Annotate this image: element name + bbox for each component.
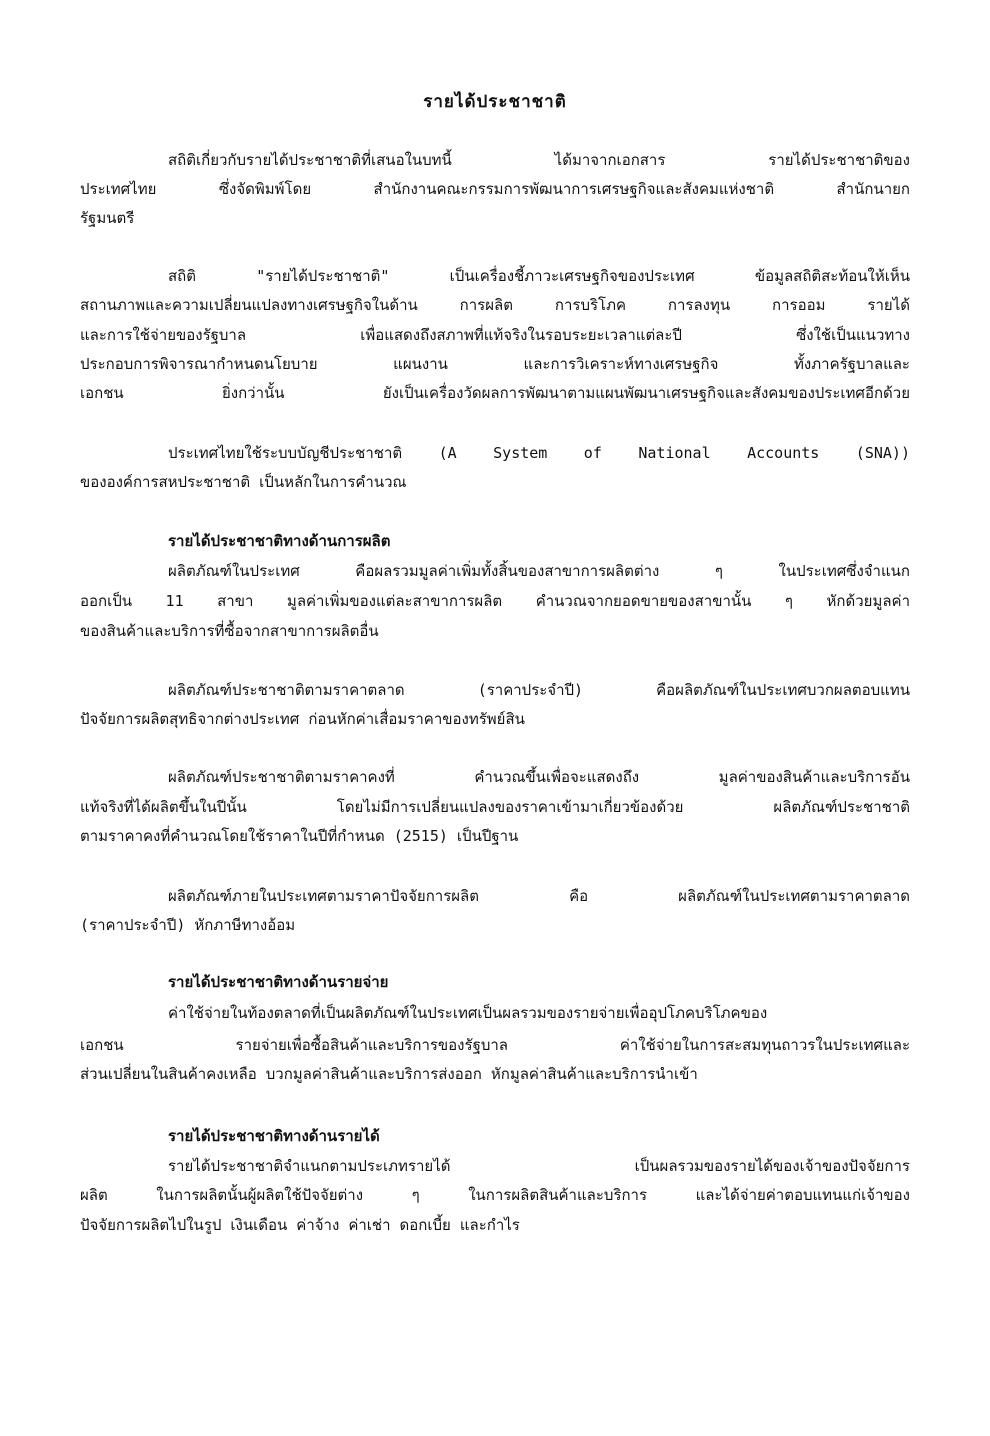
paragraph-5-line: ปัจจัยการผลิตสุทธิจากต่างประเทศ ก่อนหักค่าเสื่อมราคาของทรัพย์สิน — [80, 710, 525, 728]
paragraph-7-line: ผลิตภัณฑ์ภายในประเทศตามราคาปัจจัยการผลิต คือ ผลิตภัณฑ์ในประเทศตามราคาตลาด — [168, 887, 910, 905]
paragraph-1-line: สถิติเกี่ยวกับรายได้ประชาชาติที่เสนอในบทนี้ ได้มาจากเอกสาร รายได้ประชาชาติของ — [168, 151, 910, 169]
paragraph-6-line: ตามราคาคงที่คำนวณโดยใช้ราคาในปีที่กำหนด (2515) เป็นปีฐาน — [80, 827, 519, 845]
paragraph-8-line: ส่วนเปลี่ยนในสินค้าคงเหลือ บวกมูลค่าสินค้าและบริการส่งออก หักมูลค่าสินค้าและบริการนำเข้า — [80, 1065, 698, 1083]
paragraph-9-line: ปัจจัยการผลิตไปในรูป เงินเดือน ค่าจ้าง ค่าเช่า ดอกเบี้ย และกำไร — [80, 1216, 520, 1234]
paragraph-1-line: รัฐมนตรี — [80, 209, 135, 227]
paragraph-2-line: ประกอบการพิจารณากำหนดนโยบาย แผนงาน และการวิเคราะห์ทางเศรษฐกิจ ทั้งภาครัฐบาลและ — [80, 355, 910, 373]
paragraph-9-line: รายได้ประชาชาติจำแนกตามประเภทรายได้ เป็นผลรวมของรายได้ของเจ้าของปัจจัยการ — [168, 1157, 910, 1175]
paragraph-8-line: ค่าใช้จ่ายในท้องตลาดที่เป็นผลิตภัณฑ์ในประเทศเป็นผลรวมของรายจ่ายเพื่ออุปโภคบริโภคของ — [168, 1004, 768, 1022]
section-heading-income: รายได้ประชาชาติทางด้านรายได้ — [168, 1127, 380, 1145]
paragraph-3-line: ประเทศไทยใช้ระบบบัญชีประชาชาติ (A System of National Accounts (SNA)) — [168, 444, 910, 462]
paragraph-4-line: ผลิตภัณฑ์ในประเทศ คือผลรวมมูลค่าเพิ่มทั้งสิ้นของสาขาการผลิตต่าง ๆ ในประเทศซึ่งจำแนก — [168, 562, 910, 580]
paragraph-8-line: เอกชน รายจ่ายเพื่อซื้อสินค้าและบริการของรัฐบาล ค่าใช้จ่ายในการสะสมทุนถาวรในประเทศและ — [80, 1036, 910, 1054]
paragraph-2-line: และการใช้จ่ายของรัฐบาล เพื่อแสดงถึงสภาพที่แท้จริงในรอบระยะเวลาแต่ละปี ซึ่งใช้เป็นแนวทาง — [80, 326, 910, 344]
section-heading-production: รายได้ประชาชาติทางด้านการผลิต — [168, 532, 391, 550]
paragraph-5-line: ผลิตภัณฑ์ประชาชาติตามราคาตลาด (ราคาประจำปี) คือผลิตภัณฑ์ในประเทศบวกผลตอบแทน — [168, 681, 910, 699]
paragraph-2-line: สถิติ "รายได้ประชาชาติ" เป็นเครื่องชี้ภาวะเศรษฐกิจของประเทศ ข้อมูลสถิติสะท้อนให้เห็น — [168, 267, 910, 285]
page-title: รายได้ประชาชาติ — [423, 92, 567, 112]
section-heading-expenditure: รายได้ประชาชาติทางด้านรายจ่าย — [168, 973, 389, 991]
paragraph-4-line: ของสินค้าและบริการที่ซื้อจากสาขาการผลิตอื่น — [80, 622, 379, 640]
paragraph-2-line: สถานภาพและความเปลี่ยนแปลงทางเศรษฐกิจในด้าน การผลิต การบริโภค การลงทุน การออม รายได้ — [80, 296, 910, 314]
paragraph-7-line: (ราคาประจำปี) หักภาษีทางอ้อม — [80, 916, 296, 934]
paragraph-6-line: แท้จริงที่ได้ผลิตขึ้นในปีนั้น โดยไม่มีการเปลี่ยนแปลงของราคาเข้ามาเกี่ยวข้องด้วย ผลิตภัณฑ์ประชาชาติ — [80, 798, 910, 816]
paragraph-3-line: ขององค์การสหประชาชาติ เป็นหลักในการคำนวณ — [80, 473, 407, 491]
paragraph-4-line: ออกเป็น 11 สาขา มูลค่าเพิ่มของแต่ละสาขาการผลิต คำนวณจากยอดขายของสาขานั้น ๆ หักด้วยมูลค่า — [80, 592, 910, 610]
paragraph-6-line: ผลิตภัณฑ์ประชาชาติตามราคาคงที่ คำนวณขึ้นเพื่อจะแสดงถึง มูลค่าของสินค้าและบริการอัน — [168, 768, 910, 786]
paragraph-9-line: ผลิต ในการผลิตนั้นผู้ผลิตใช้ปัจจัยต่าง ๆ ในการผลิตสินค้าและบริการ และได้จ่ายค่าตอบแทนแก่เจ้าของ — [80, 1186, 910, 1204]
paragraph-1-line: ประเทศไทย ซึ่งจัดพิมพ์โดย สำนักงานคณะกรรมการพัฒนาการเศรษฐกิจและสังคมแห่งชาติ สำนักนายก — [80, 180, 910, 198]
paragraph-2-line: เอกชน ยิ่งกว่านั้น ยังเป็นเครื่องวัดผลการพัฒนาตามแผนพัฒนาเศรษฐกิจและสังคมของประเทศอีกด้วย — [80, 384, 910, 402]
